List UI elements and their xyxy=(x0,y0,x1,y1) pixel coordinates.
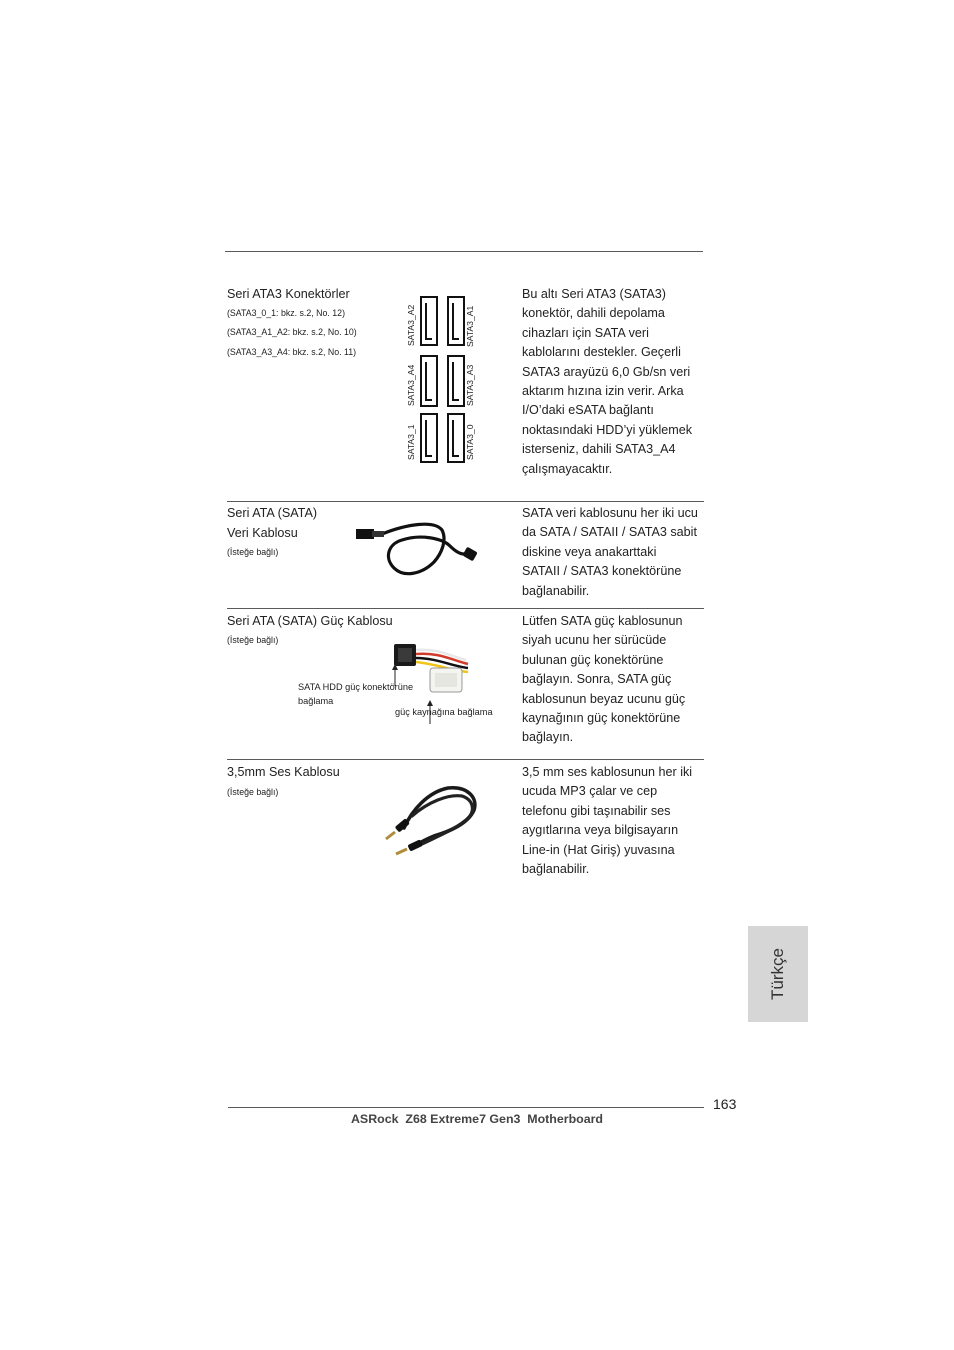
sata3-connector-diagram xyxy=(418,294,468,466)
audio-cable-description-line: 3,5 mm ses kablosunun her iki xyxy=(522,765,693,779)
audio-plug-left xyxy=(386,818,410,839)
callout-hdd-power-line1: SATA HDD güç konektörüne xyxy=(298,682,414,692)
sata3-description-line: kablolarını destekler. Geçerli xyxy=(522,345,681,360)
sata3-description-line: aktarım hızına izin verir. Arka xyxy=(522,384,684,399)
sata3-description xyxy=(522,285,708,479)
sata-data-cable-description-line: da SATA / SATAII / SATA3 sabit xyxy=(522,525,697,540)
audio-cable-description-line: Line-in (Hat Giriş) yuvasına xyxy=(522,842,675,857)
sata3-description-line: çalışmayacaktır. xyxy=(522,461,613,476)
language-tab-label: Türkçe xyxy=(768,948,787,1000)
sata3-description-line: konektör, dahili depolama xyxy=(522,306,665,321)
sata-power-cable-description-line: kablosunun beyaz ucunu güç xyxy=(522,691,686,706)
port-label-sata3-1: SATA3_1 xyxy=(406,424,416,460)
sata3-description-line: noktasındaki HDD’yi yüklemek xyxy=(522,422,693,437)
sata-data-cable-description-line: SATAII / SATA3 konektörüne xyxy=(522,564,682,579)
sata-power-cable-description-line: kaynağının güç konektörüne xyxy=(522,711,681,726)
audio-cable-description-line: telefonu gibi taşınabilir ses xyxy=(522,803,671,818)
sata3-port-a3 xyxy=(448,356,464,406)
sata3-ref-0: (SATA3_0_1: bkz. s.2, No. 12) xyxy=(227,308,345,318)
language-tab xyxy=(748,926,808,1022)
footer-product-name: ASRock Z68 Extreme7 Gen3 Motherboard xyxy=(350,1112,604,1126)
audio-cable-description-line: aygıtlarına veya bilgisayarın xyxy=(522,823,679,838)
sata3-port-a1 xyxy=(448,297,464,345)
sata-data-cable-title-line2: Veri Kablosu xyxy=(227,526,298,540)
sata3-port-a4 xyxy=(421,356,437,406)
audio-cable-title: 3,5mm Ses Kablosu xyxy=(227,765,340,779)
sata3-description-line: cihazları için SATA veri xyxy=(522,325,649,340)
sata-data-cable-image xyxy=(352,518,482,580)
sata-data-cable-description xyxy=(522,504,708,601)
audio-cable-description-line: bağlanabilir. xyxy=(522,862,590,877)
sata-data-cable-note: (İsteğe bağlı) xyxy=(227,547,279,557)
port-label-sata3-a4: SATA3_A4 xyxy=(406,364,416,406)
port-label-sata3-a2: SATA3_A2 xyxy=(406,304,416,346)
sata3-port-1 xyxy=(421,414,437,462)
sata-power-cable-title: Seri ATA (SATA) Güç Kablosu xyxy=(227,614,393,628)
page-number: 163 xyxy=(713,1096,737,1112)
sata-power-cable-description-line: bulunan güç konektörüne xyxy=(522,652,664,667)
port-label-sata3-a3: SATA3_A3 xyxy=(465,364,475,406)
sata3-description-line: SATA3 arayüzü 6,0 Gb/sn veri xyxy=(522,364,691,379)
sata3-port-0 xyxy=(448,414,464,462)
sata3-port-a2 xyxy=(421,297,437,345)
sata-power-cable-description-line: siyah ucunu her sürücüde xyxy=(522,633,667,648)
arrow-up-icon xyxy=(392,664,398,686)
sata-power-cable-description-line: Lütfen SATA güç kablosunun xyxy=(522,614,683,628)
section-divider xyxy=(227,759,704,760)
sata-data-cable-description-line: diskine veya anakarttaki xyxy=(522,544,657,559)
sata-power-cable-description-line: bağlayın. xyxy=(522,730,574,745)
audio-cable-image xyxy=(382,780,484,860)
audio-plug-right xyxy=(396,839,423,854)
port-label-sata3-0: SATA3_0 xyxy=(465,424,475,460)
sata3-description-line: Bu altı Seri ATA3 (SATA3) xyxy=(522,287,666,301)
sata-power-cable-note: (İsteğe bağlı) xyxy=(227,635,279,645)
sata3-ref-1: (SATA3_A1_A2: bkz. s.2, No. 10) xyxy=(227,327,357,337)
sata-power-cable-description xyxy=(522,612,708,748)
callout-hdd-power-line2: bağlama xyxy=(298,696,334,706)
audio-cable-description-line: ucuda MP3 çalar ve cep xyxy=(522,784,658,799)
sata-data-cable-description-line: SATA veri kablosunu her iki ucu xyxy=(522,506,698,520)
sata-data-cable-title-line1: Seri ATA (SATA) xyxy=(227,506,318,520)
sata3-ref-2: (SATA3_A3_A4: bkz. s.2, No. 11) xyxy=(227,347,357,357)
sata3-description-line: I/O’daki eSATA bağlantı xyxy=(522,403,654,418)
port-label-sata3-a1: SATA3_A1 xyxy=(465,305,475,347)
audio-cable-note: (İsteğe bağlı) xyxy=(227,787,279,797)
sata3-description-line: isterseniz, dahili SATA3_A4 xyxy=(522,442,676,457)
sata3-title: Seri ATA3 Konektörler xyxy=(227,287,350,301)
footer-rule xyxy=(228,1107,704,1108)
callout-psu: güç kaynağına bağlama xyxy=(395,707,493,717)
sata-data-cable-description-line: bağlanabilir. xyxy=(522,583,590,598)
top-rule xyxy=(225,251,703,252)
section-divider xyxy=(227,501,704,502)
section-divider xyxy=(227,608,704,609)
audio-cable-description xyxy=(522,763,708,879)
sata-power-cable-description-line: bağlayın. Sonra, SATA güç xyxy=(522,672,672,687)
